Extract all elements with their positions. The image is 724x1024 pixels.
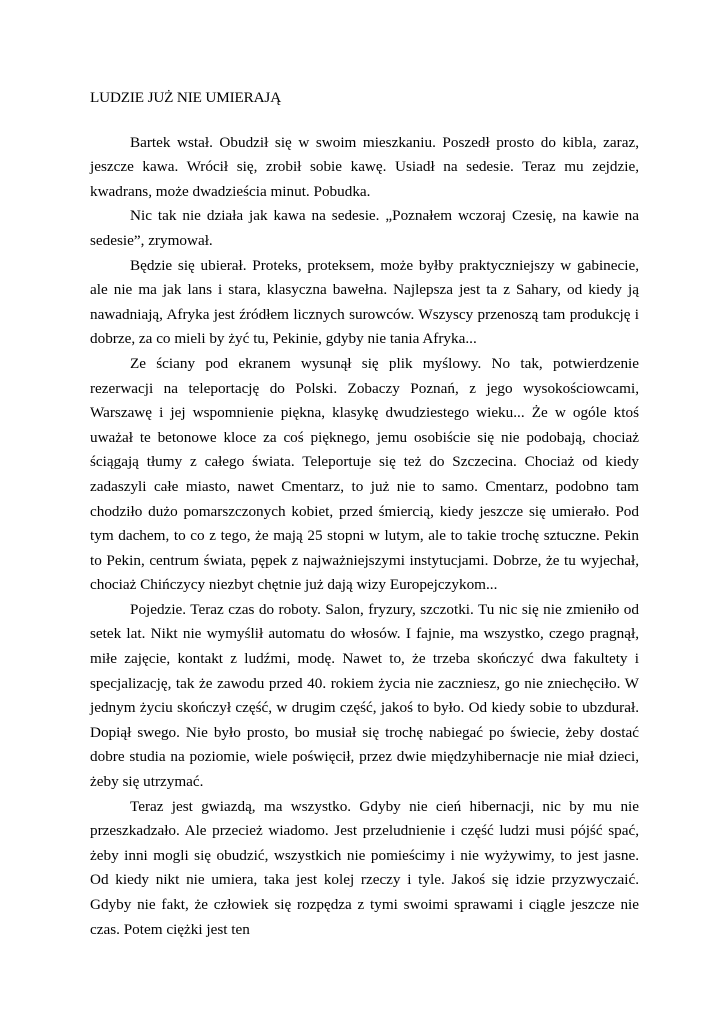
paragraph-6: Teraz jest gwiazdą, ma wszystko. Gdyby nie cień hibernacji, nic by mu nie przeszkadzało. Ale przecież wiadomo. Jest przeludnienie i część ludzi musi pójść spać, żeby inni mogli się obudzić, wszystkich nie pomieścimy i nie wyżywimy, to jest jasne. Od kiedy nikt nie umiera, taka jest kolej rzeczy i tyle. Jakoś się idzie przyzwyczaić. Gdyby nie fakt, że człowiek się rozpędza z tymi swoimi sprawami i ciągle jeszcze nie czas. Potem ciężki jest ten xyxy=(90,797,639,938)
paragraph-1: Bartek wstał. Obudził się w swoim mieszkaniu. Poszedł prosto do kibla, zaraz, jeszcze kawa. Wrócił się, zrobił sobie kawę. Usiadł na sedesie. Teraz mu zejdzie, kwadrans, może dwadzieścia minut. Pobudka. xyxy=(90,133,639,200)
paragraph-4: Ze ściany pod ekranem wysunął się plik myślowy. No tak, potwierdzenie rezerwacji na teleportację do Polski. Zobaczy Poznań, z jego wysokościowcami, Warszawę i jej wspomnienie piękna, klasykę dwudziestego wieku... Że w ogóle ktoś uważał te betonowe kloce za coś pięknego, jemu osobiście się nie podobają, chociaż ściągają tłumy z całego świata. Teleportuje się też do Szczecina. Chociaż od kiedy zadaszyli całe miasto, nawet Cmentarz, to już nie to samo. Cmentarz, podobno tam chodziło dużo pomarszczonych kobiet, przed śmiercią, kiedy jeszcze się umierało. Pod tym dachem, to co z tego, że mają 25 stopni w lutym, ale to takie trochę sztuczne. Pekin to Pekin, centrum świata, pępek z najważniejszymi instytucjami. Dobrze, że tu wyjechał, chociaż Chińczycy niezbyt chętnie już dają wizy Europejczykom... xyxy=(90,354,639,594)
paragraph-5: Pojedzie. Teraz czas do roboty. Salon, fryzury, szczotki. Tu nic się nie zmieniło od setek lat. Nikt nie wymyślił automatu do włosów. I fajnie, ma wszystko, czego pragnął, miłe zajęcie, kontakt z ludźmi, modę. Nawet to, że trzeba skończyć dwa fakultety i specjalizację, tak że zawodu przed 40. rokiem życia nie zaczniesz, go nie zniechęciło. W jednym życiu skończył część, w drugim część, jakoś to było. Od kiedy sobie to ubzdurał. Dopiął swego. Nie było prosto, bo musiał się trochę nabiegać po świecie, żeby dostać dobre studia na poziomie, wiele poświęcił, przez dwie międzyhibernacje nie miał dzieci, żeby się utrzymać. xyxy=(90,600,639,791)
document-body xyxy=(90,86,639,942)
document-title: LUDZIE JUŻ NIE UMIERAJĄ xyxy=(90,89,282,106)
paragraph-3: Będzie się ubierał. Proteks, proteksem, może byłby praktyczniejszy w gabinecie, ale nie ma jak lans i stara, klasyczna bawełna. Najlepsza jest ta z Sahary, od kiedy ją nawadniają, Afryka jest źródłem licznych surowców. Wszyscy przenoszą tam produkcję i dobrze, za co mieli by żyć tu, Pekinie, gdyby nie tania Afryka... xyxy=(90,256,639,348)
paragraph-2: Nic tak nie działa jak kawa na sedesie. „Poznałem wczoraj Czesię, na kawie na sedesie”, zrymował. xyxy=(90,207,639,249)
